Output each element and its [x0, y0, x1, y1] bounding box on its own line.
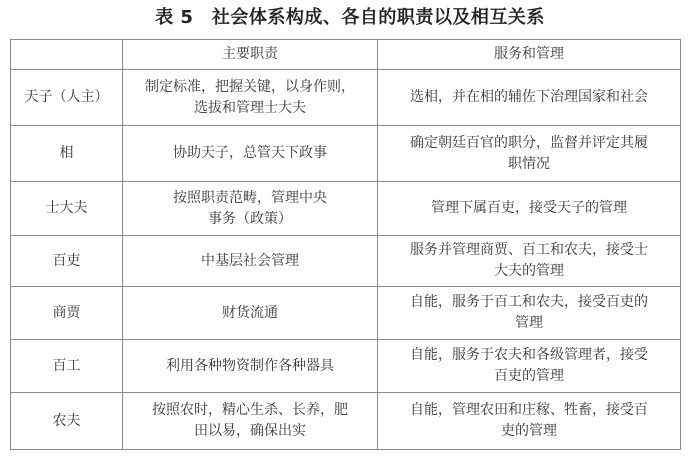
- header-cell-role: [11, 40, 123, 70]
- service-line: 自能，服务于农夫和各级管理者，接受: [410, 347, 648, 363]
- duty-cell: [123, 70, 378, 126]
- table-row: [11, 236, 681, 287]
- service-line: 管理下属百吏，接受天子的管理: [431, 200, 627, 216]
- table-row: [11, 70, 681, 126]
- role-cell: 百工: [11, 340, 123, 393]
- service-line: 确定朝廷百官的职分，监督并评定其履: [410, 134, 648, 151]
- duty-line: 中基层社会管理: [201, 252, 299, 269]
- duty-line: 利用各种物资制作各种器具: [166, 357, 334, 374]
- duty-line: 田以易，确保出实: [194, 423, 306, 439]
- service-cell: [378, 287, 681, 340]
- duty-cell: [123, 236, 378, 287]
- service-cell: [378, 340, 681, 393]
- duty-line: 制定标准，把握关键，以身作则，: [145, 78, 355, 95]
- duty-cell: [123, 393, 378, 450]
- service-line: 选相，并在相的辅佐下治理国家和社会: [410, 89, 648, 105]
- role-cell: 商贾: [11, 287, 123, 340]
- duty-line: 按照职责范畴，管理中央: [173, 189, 327, 206]
- service-line: 百吏的管理: [494, 368, 564, 384]
- duty-line: 协助天子，总管天下政事: [173, 145, 327, 161]
- table-row: [11, 182, 681, 236]
- table-header-row: [11, 40, 681, 70]
- service-line: 职情况: [508, 155, 550, 172]
- service-cell: [378, 393, 681, 450]
- duty-cell: [123, 287, 378, 340]
- header-cell-duty: 主要职责: [123, 40, 378, 70]
- role-cell: 天子（人主）: [11, 70, 123, 126]
- service-cell: [378, 70, 681, 126]
- header-cell-service: 服务和管理: [378, 40, 681, 70]
- table-title: 表 5 社会体系构成、各自的职责以及相互关系: [155, 7, 545, 28]
- responsibility-table: [10, 39, 681, 450]
- service-cell: [378, 182, 681, 236]
- service-cell: [378, 236, 681, 287]
- role-cell: 士大夫: [11, 182, 123, 236]
- duty-line: 按照农时，精心生杀、长养，肥: [152, 402, 348, 418]
- table-row: [11, 287, 681, 340]
- service-line: 吏的管理: [501, 423, 557, 439]
- duty-line: 财货流通: [222, 304, 278, 321]
- duty-cell: [123, 340, 378, 393]
- role-cell: 相: [11, 126, 123, 182]
- service-cell: [378, 126, 681, 182]
- service-line: 自能，服务于百工和农夫，接受百吏的: [410, 294, 648, 310]
- service-line: 大夫的管理: [494, 263, 564, 279]
- role-cell: 农夫: [11, 393, 123, 450]
- table-row: [11, 126, 681, 182]
- duty-cell: [123, 126, 378, 182]
- table-row: [11, 340, 681, 393]
- service-line: 管理: [515, 315, 543, 331]
- service-line: 服务并管理商贾、百工和农夫，接受士: [410, 242, 648, 258]
- duty-cell: [123, 182, 378, 236]
- duty-line: 事务（政策）: [208, 210, 292, 227]
- role-cell: 百吏: [11, 236, 123, 287]
- service-line: 自能，管理农田和庄稼、牲畜，接受百: [410, 402, 648, 418]
- duty-line: 选拔和管理士大夫: [194, 99, 306, 116]
- table-row: [11, 393, 681, 450]
